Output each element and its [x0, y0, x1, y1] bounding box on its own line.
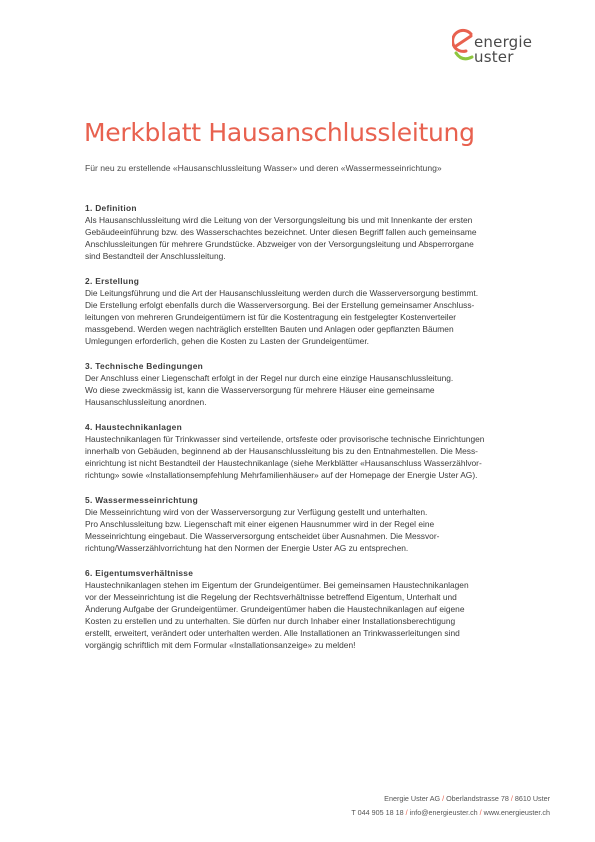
section-text-line: Haustechnikanlagen stehen im Eigentum der Grundeigentümer. Bei gemeinsamen Haustechnikanlagen [85, 580, 469, 591]
footer-phone: T 044 905 18 18 [351, 808, 404, 817]
section-heading: 2. Erstellung [85, 276, 140, 287]
section-text-line: vorgängig schriftlich mit dem Formular «Installationsanzeige» zu melden! [85, 639, 356, 650]
page-footer [351, 792, 550, 820]
section-text-line: Anschlussleitungen für mehrere Grundstücke. Abzweiger von der Versorgungsleitung und Absperrorgane [85, 238, 474, 249]
section-text-line: Umlegungen erforderlich, gehen die Kosten zu Lasten der Grundeigentümer. [85, 335, 369, 346]
section-text-line: massgebend. Werden wegen nachträglich erstellten Bauten und Anlagen oder gepflanzten Bäumen [85, 323, 454, 334]
section-2 [85, 276, 555, 347]
footer-address-line [351, 792, 550, 806]
section-text-line: Gebäudeeinführung bzw. des Wasserschachtes bezeichnet. Unter diesen Begriff fallen auch gemeinsame [85, 226, 477, 237]
section-text-line: vor der Messeinrichtung ist die Regelung der Rechtsverhältnisse betreffend Eigentum, Unterhalt und [85, 591, 457, 602]
section-text-line: richtung/Wasserzählvorrichtung hat den Normen der Energie Uster AG zu entsprechen. [85, 542, 409, 553]
footer-separator: / [442, 794, 445, 803]
footer-separator: / [510, 794, 513, 803]
section-text-line: leitungen von mehreren Grundeigentümern ist für die Kostentragung ein festgelegter Kostenverteiler [85, 311, 457, 322]
section-text-line: Die Leitungsführung und die Art der Hausanschlussleitung werden durch die Wasserversorgung bestimmt. [85, 287, 479, 298]
section-heading: 5. Wassermesseinrichtung [85, 495, 199, 506]
section-text-line: Messeinrichtung eingebaut. Die Wasserversorgung entscheidet über Ausnahmen. Die Messvor- [85, 530, 440, 541]
footer-contact-line [351, 806, 550, 820]
energie-uster-logo [452, 27, 557, 75]
section-text-line: Hausanschlussleitung anordnen. [85, 396, 207, 407]
logo-swirl-icon [452, 27, 476, 67]
section-text-line: richtung» sowie «Installationsempfehlung Mehrfamilienhäuser» auf der Homepage der Energie Uster AG). [85, 469, 478, 480]
section-text-line: Als Hausanschlussleitung wird die Leitung von der Versorgungsleitung bis und mit Innenkante der ersten [85, 214, 473, 225]
document-body [85, 203, 555, 665]
section-text-line: sind Bestandteil der Anschlussleitung. [85, 250, 226, 261]
section-heading: 4. Haustechnikanlagen [85, 422, 183, 433]
section-4 [85, 422, 555, 482]
section-text-line: Haustechnikanlagen für Trinkwasser sind verteilende, ortsfeste oder provisorische technische Einrichtungen [85, 434, 485, 444]
section-text-line: Kosten zu erstellen und zu unterhalten. Sie dürfen nur durch Inhaber einer Installationsberechtigung [85, 615, 456, 626]
section-text-line: Pro Anschlussleitung bzw. Liegenschaft mit einer eigenen Hausnummer wird in der Regel eine [85, 518, 435, 529]
section-text-line: Die Erstellung erfolgt ebenfalls durch die Wasserversorgung. Bei der Erstellung gemeinsamer Anschluss- [85, 299, 475, 310]
section-text-line: innerhalb von Gebäuden, beginnend ab der Hausanschlussleitung bis zu den Entnahmestellen. Die Mess- [85, 445, 478, 456]
footer-city: 8610 Uster [514, 794, 550, 803]
section-5 [85, 495, 555, 555]
footer-separator: / [479, 808, 482, 817]
footer-street: Oberlandstrasse 78 [446, 794, 509, 803]
section-text-line: Der Anschluss einer Liegenschaft erfolgt in der Regel nur durch eine einzige Hausanschlussleitung. [85, 372, 454, 383]
section-heading: 3. Technische Bedingungen [85, 360, 204, 371]
section-text-line: Änderung Aufgabe der Grundeigentümer. Grundeigentümer haben die Haustechnikanlagen auf eigene [85, 603, 465, 614]
page-subtitle: Für neu zu erstellende «Hausanschlussleitung Wasser» und deren «Wassermesseinrichtung» [85, 163, 442, 173]
footer-email-link[interactable]: info@energieuster.ch [409, 808, 478, 817]
footer-separator: / [405, 808, 408, 817]
page-title: Merkblatt Hausanschlussleitung [84, 118, 475, 147]
section-heading: 6. Eigentumsverhältnisse [85, 568, 194, 579]
logo-text-energie: energie [474, 33, 533, 51]
section-text-line: Wo diese zweckmässig ist, kann die Wasserversorgung für mehrere Häuser eine gemeinsame [85, 384, 435, 395]
section-text-line: einrichtung ist nicht Bestandteil der Haustechnikanlage (siehe Merkblätter «Hausanschluss Wasserzählvor- [85, 457, 482, 468]
section-3 [85, 361, 555, 409]
footer-company: Energie Uster AG [384, 794, 441, 803]
footer-web-link[interactable]: www.energieuster.ch [483, 808, 550, 817]
logo-text-uster: uster [474, 48, 514, 66]
section-text-line: erstellt, erweitert, verändert oder unterhalten werden. Alle Installationen an Trinkwasserleitungen sind [85, 627, 460, 638]
section-heading: 1. Definition [85, 203, 137, 213]
section-text-line: Die Messeinrichtung wird von der Wasserversorgung zur Verfügung gestellt und unterhalten. [85, 507, 428, 518]
section-6 [85, 568, 555, 651]
section-1 [85, 203, 555, 263]
